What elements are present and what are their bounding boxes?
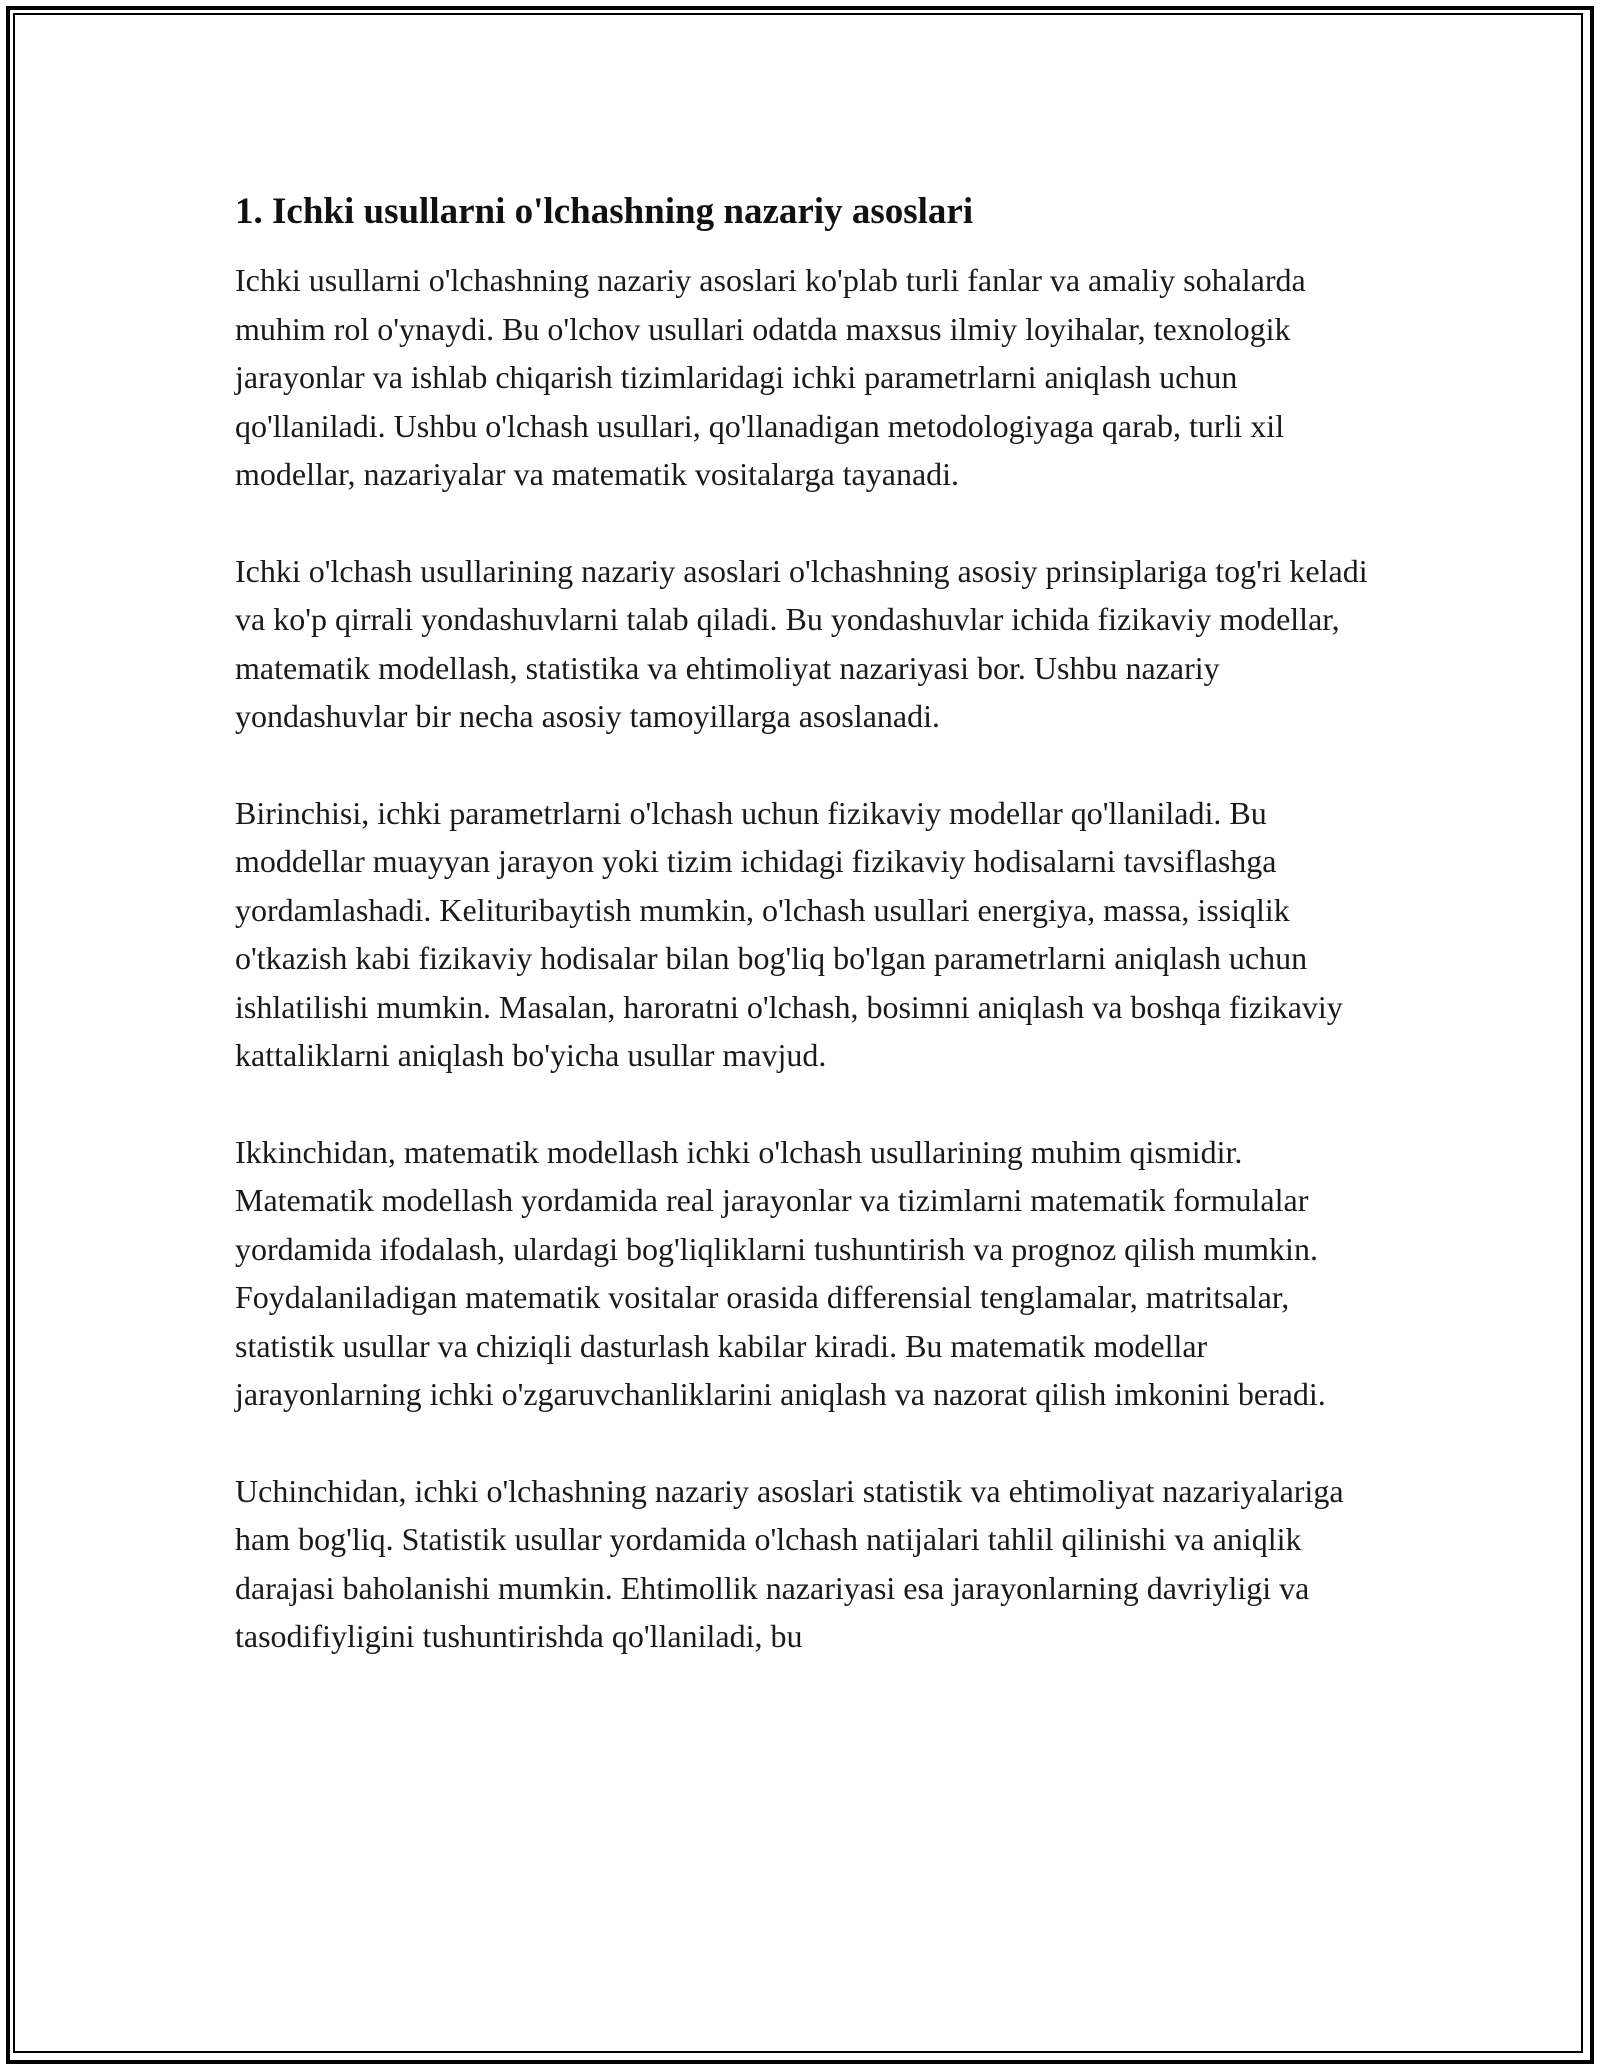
paragraph: Ichki o'lchash usullarining nazariy asoslari o'lchashning asosiy prinsiplariga tog'ri keladi va ko'p qirrali yondashuvlarni talab qiladi. Bu yondashuvlar ichida fizikaviy modellar, matematik modellash, statistika va ehtimoliyat nazariyasi bor. Ushbu nazariy yondashuvlar bir necha asosiy tamoyillarga asoslanadi. bbox=[235, 552, 1368, 734]
paragraph: Uchinchidan, ichki o'lchashning nazariy asoslari statistik va ehtimoliyat nazariyalariga ham bog'liq. Statistik usullar yordamida o'lchash natijalari tahlil qilinishi va aniqlik darajasi baholanishi mumkin. Ehtimollik nazariyasi esa jarayonlarning davriyligi va tasodifiyligini tushuntirishda qo'llaniladi, bu bbox=[235, 1472, 1344, 1654]
paragraph: Ichki usullarni o'lchashning nazariy asoslari ko'plab turli fanlar va amaliy sohalarda muhim rol o'ynaydi. Bu o'lchov usullari odatda maxsus ilmiy loyihalar, texnologik jarayonlar va ishlab chiqarish tizimlaridagi ichki parametrlarni aniqlash uchun qo'llaniladi. Ushbu o'lchash usullari, qo'llanadigan metodologiyaga qarab, turli xil modellar, nazariyalar va matematik vositalarga tayanadi. bbox=[235, 262, 1306, 492]
section-heading: 1. Ichki usullarni o'lchashning nazariy asoslari bbox=[235, 191, 974, 232]
document-body bbox=[235, 188, 1385, 1709]
paragraph: Birinchisi, ichki parametrlarni o'lchash uchun fizikaviy modellar qo'llaniladi. Bu moddellar muayyan jarayon yoki tizim ichidagi fizikaviy hodisalarni tavsiflashga yordamlashadi. Kelituribaytish mumkin, o'lchash usullari energiya, massa, issiqlik o'tkazish kabi fizikaviy hodisalar bilan bog'liq bo'lgan parametrlarni aniqlash uchun ishlatilishi mumkin. Masalan, haroratni o'lchash, bosimni aniqlash va boshqa fizikaviy kattaliklarni aniqlash bo'yicha usullar mavjud. bbox=[235, 794, 1343, 1073]
paragraph: Ikkinchidan, matematik modellash ichki o'lchash usullarining muhim qismidir. Matematik modellash yordamida real jarayonlar va tizimlarni matematik formulalar yordamida ifodalash, ulardagi bog'liqliklarni tushuntirish va prognoz qilish mumkin. Foydalaniladigan matematik vositalar orasida differensial tenglamalar, matritsalar, statistik usullar va chiziqli dasturlash kabilar kiradi. Bu matematik modellar jarayonlarning ichki o'zgaruvchanliklarini aniqlash va nazorat qilish imkonini beradi. bbox=[235, 1133, 1326, 1412]
